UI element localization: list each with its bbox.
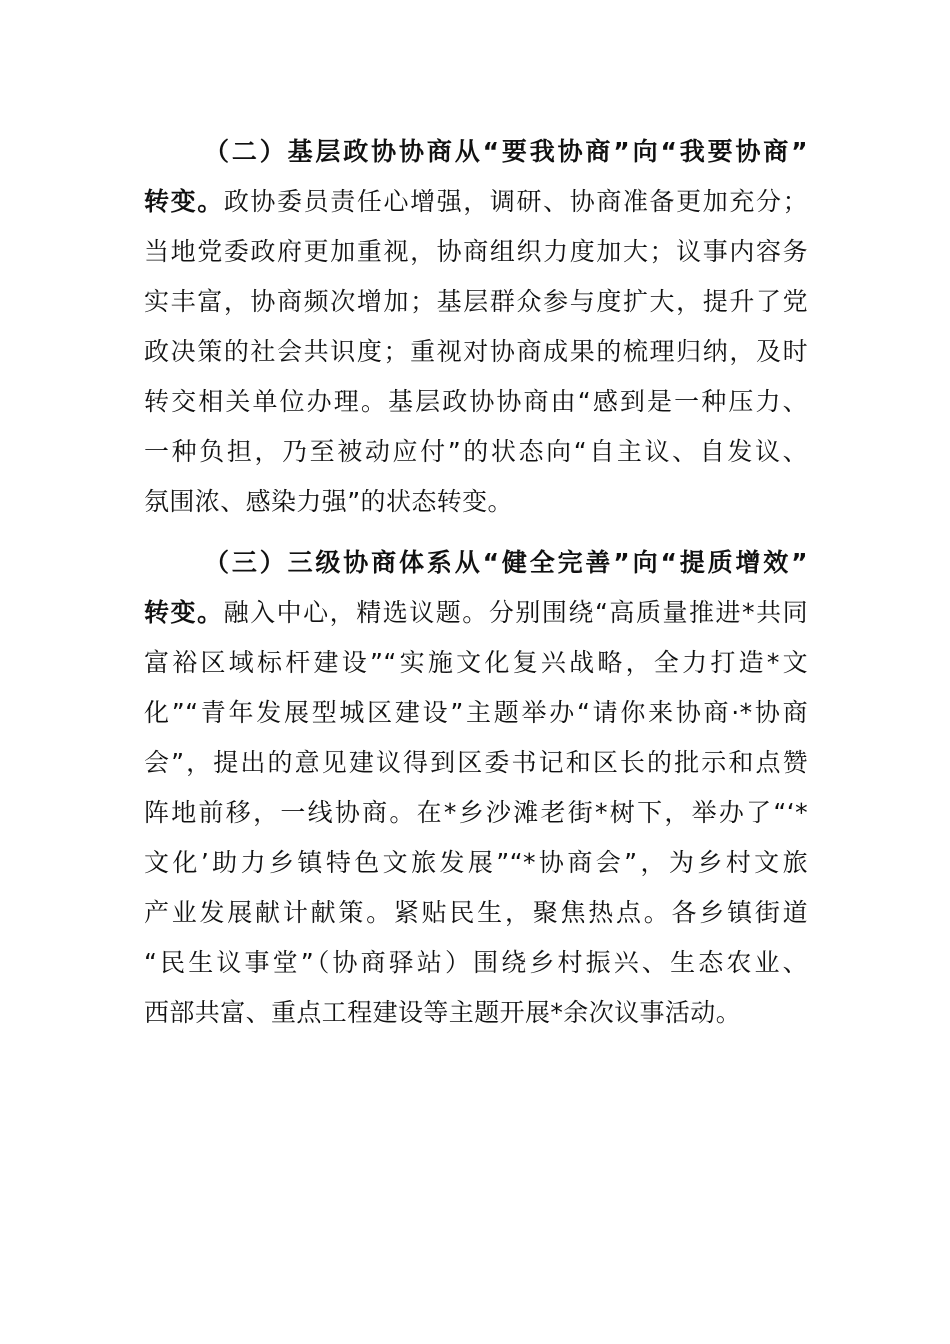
section2-line-3: 当地党委政府更加重视，协商组织力度加大；议事内容务 [144, 237, 808, 266]
section2-line-2-text: 政协委员责任心增强，调研、协商准备更加充分； [223, 187, 808, 216]
section3-heading-line: （三）三级协商体系从“健全完善”向“提质增效” [204, 548, 808, 577]
section3-line-8: 产业发展献计献策。紧贴民生，聚焦热点。各乡镇街道 [144, 898, 808, 927]
section3-line-7: 文化’助力乡镇特色文旅发展”“*协商会”，为乡村文旅 [144, 848, 808, 877]
section3-line-3: 富裕区域标杆建设”“实施文化复兴战略，全力打造*文 [144, 648, 808, 677]
section3-line-5: 会”，提出的意见建议得到区委书记和区长的批示和点赞 [144, 748, 808, 777]
section2-line-5: 政决策的社会共识度；重视对协商成果的梳理归纳，及时 [144, 337, 808, 366]
section2-line-7: 一种负担，乃至被动应付”的状态向“自主议、自发议、 [144, 437, 808, 466]
section3-heading-end: 转变。 [144, 598, 224, 627]
section3-line-2-text: 融入中心，精选议题。分别围绕“高质量推进*共同 [223, 598, 808, 627]
section3-line-2 [144, 588, 808, 638]
section3-line-6: 阵地前移，一线协商。在*乡沙滩老街*树下，举办了“‘* [144, 798, 808, 827]
section2-line-6: 转交相关单位办理。基层政协协商由“感到是一种压力、 [144, 387, 808, 416]
section2-line-4: 实丰富，协商频次增加；基层群众参与度扩大，提升了党 [144, 287, 808, 316]
section3-line-4: 化”“青年发展型城区建设”主题举办“请你来协商·*协商 [144, 698, 808, 727]
section2-line-8: 氛围浓、感染力强”的状态转变。 [144, 487, 513, 516]
section3-line-9: “民生议事堂”（协商驿站）围绕乡村振兴、生态农业、 [144, 948, 808, 977]
section3-line-10: 西部共富、重点工程建设等主题开展*余次议事活动。 [144, 998, 742, 1027]
section2-heading-end: 转变。 [144, 187, 224, 216]
section2-line-2 [144, 177, 808, 227]
section2-heading-line: （二）基层政协协商从“要我协商”向“我要协商” [204, 137, 808, 166]
